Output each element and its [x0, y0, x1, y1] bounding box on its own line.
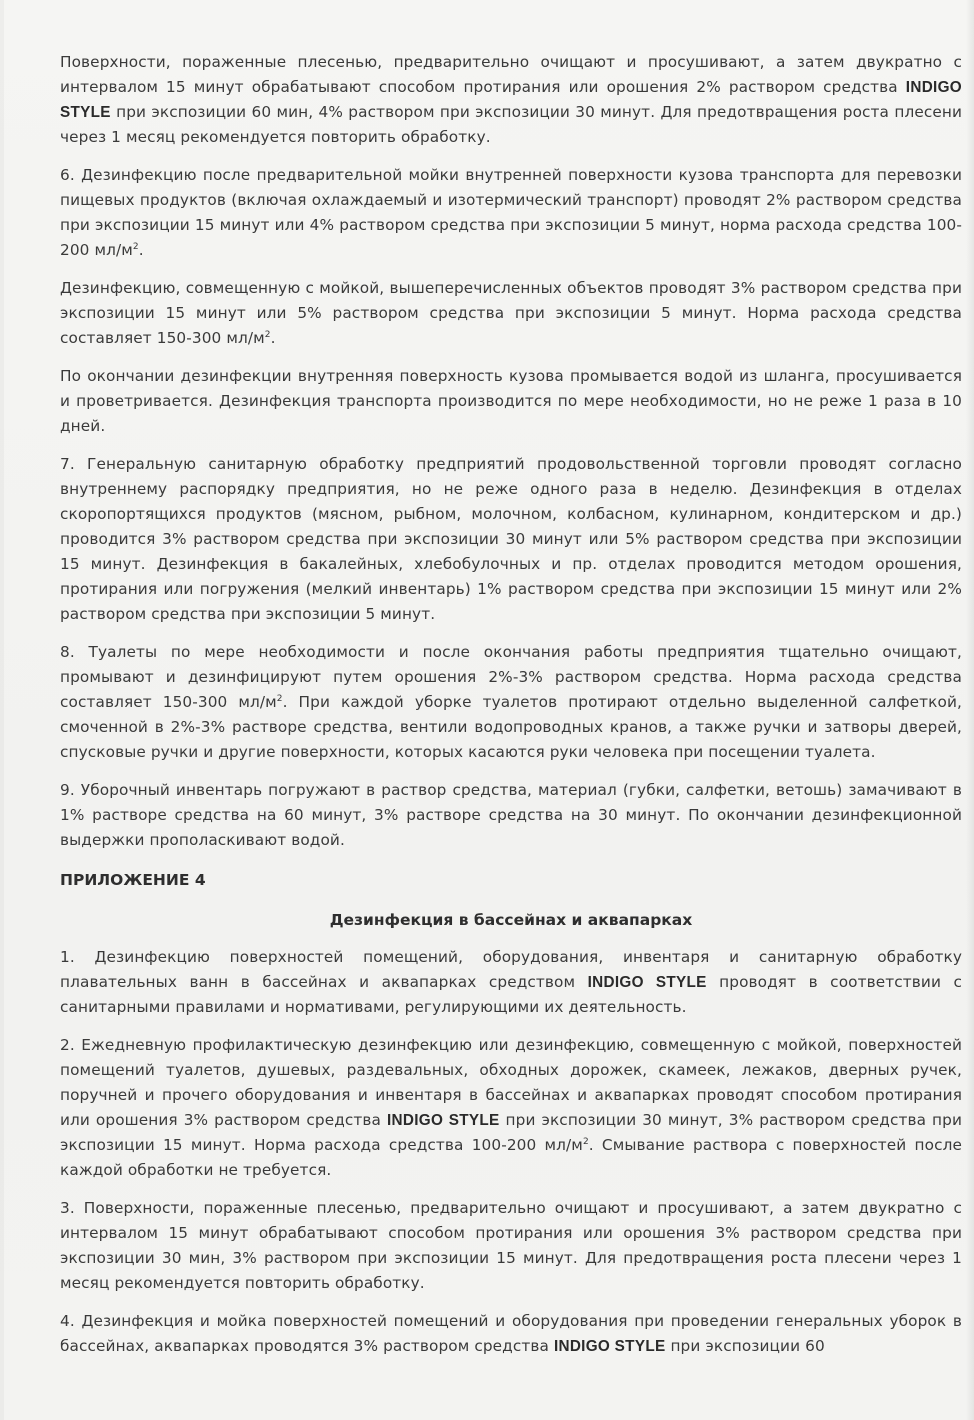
scan-left-edge	[0, 0, 4, 1420]
appendix-paragraph-3	[60, 1196, 962, 1296]
paragraph-text: при экспозиции 60	[670, 1337, 825, 1355]
superscript: 2	[264, 329, 271, 340]
paragraph-item-8	[60, 640, 962, 765]
paragraph-text: 9. Уборочный инвентарь погружают в раствор средства, материал (губки, салфетки, ветошь) замачивают в 1% растворе средства на 60 минут, 3% растворе средства на 30 минут. По окончании дезинфекционной выдержки прополаскивают водой.	[60, 781, 962, 849]
section-title: Дезинфекция в бассейнах и аквапарках	[329, 911, 693, 929]
paragraph-text: проводят в соответствии с санитарными правилами и нормативами, регулирующими их деятельность.	[60, 973, 962, 1016]
appendix-paragraph-1	[60, 945, 962, 1020]
paragraph-text: при экспозиции 30 минут, 3% раствором средства при экспозиции 15 минут. Норма расхода средства 100-200 мл/м	[60, 1111, 962, 1154]
superscript: 2	[582, 1136, 589, 1147]
paragraph-mold-treatment	[60, 50, 962, 150]
appendix-paragraph-4	[60, 1309, 962, 1359]
brand-name: INDIGO STYLE	[587, 974, 707, 991]
brand-name: INDIGO STYLE	[60, 79, 962, 121]
appendix-heading: ПРИЛОЖЕНИЕ 4	[60, 871, 206, 889]
appendix-paragraph-2	[60, 1033, 962, 1183]
paragraph-text: При каждой уборке туалетов протирают отдельно выделенной салфеткой, смоченной в 2%-3% растворе средства, вентили водопроводных кранов, а также ручки и затворы дверей, спусковые ручки и другие поверхности, которых касаются руки человека при посещении туалета.	[60, 693, 962, 761]
paragraph-after-disinfection	[60, 364, 962, 439]
paragraph-text: Поверхности, пораженные плесенью, предварительно очищают и просушивают, а затем двукратно с интервалом 15 минут обрабатывают способом протирания или орошения 2% раствором средства	[60, 53, 962, 96]
paragraph-text: По окончании дезинфекции внутренняя поверхность кузова промывается водой из шланга, просушивается и проветривается. Дезинфекция транспорта производится по мере необходимости, но не реже 1 раза в 10 дней.	[60, 367, 962, 435]
paragraph-text: 1. Дезинфекцию поверхностей помещений, оборудования, инвентаря и санитарную обработку плавательных ванн в бассейнах и аквапарках средством	[60, 948, 962, 991]
paragraph-text: Дезинфекцию, совмещенную с мойкой, вышеперечисленных объектов проводят 3% раствором средства при экспозиции 15 минут или 5% раствором средства при экспозиции 5 минут. Норма расхода средства составляет 150-300 мл/м	[60, 279, 962, 347]
paragraph-item-9	[60, 778, 962, 853]
paragraph-item-7	[60, 452, 962, 627]
superscript: 2	[276, 693, 283, 704]
paragraph-text: при экспозиции 60 мин, 4% раствором при экспозиции 30 минут. Для предотвращения роста плесени через 1 месяц рекомендуется повторить обработку.	[60, 103, 962, 146]
superscript: 2	[132, 241, 139, 252]
paragraph-text: . Смывание раствора с поверхностей после каждой обработки не требуется.	[60, 1136, 962, 1179]
brand-name: INDIGO STYLE	[387, 1112, 500, 1129]
trailing-dot: .	[270, 329, 276, 347]
paragraph-text: 7. Генеральную санитарную обработку предприятий продовольственной торговли проводят согласно внутреннему распорядку предприятия, но не реже одного раза в неделю. Дезинфекция в отделах скоропортящихся продуктов (мясном, рыбном, молочном, колбасном, кулинарном, кондитерском и др.) проводится 3% раствором средства при экспозиции 30 минут или 5% раствором средства при экспозиции 15 минут. Дезинфекция в бакалейных, хлебобулочных и пр. отделах проводится методом орошения, протирания или погружения (мелкий инвентарь) 1% раствором средства при экспозиции 15 минут или 2% раствором средства при экспозиции 5 минут.	[60, 455, 962, 623]
paragraph-combined-washing	[60, 276, 962, 351]
trailing-dot: .	[138, 241, 144, 259]
paragraph-text: 3. Поверхности, пораженные плесенью, предварительно очищают и просушивают, а затем двукратно с интервалом 15 минут обрабатывают способом протирания или орошения 3% раствором средства при экспозиции 30 мин, 3% раствором при экспозиции 15 минут. Для предотвращения роста плесени через 1 месяц рекомендуется повторить обработку.	[60, 1199, 962, 1292]
brand-name: INDIGO STYLE	[553, 1338, 666, 1355]
paragraph-text: 6. Дезинфекцию после предварительной мойки внутренней поверхности кузова транспорта для перевозки пищевых продуктов (включая охлаждаемый и изотермический транспорт) проводят 2% раствором средства при экспозиции 15 минут или 4% раствором средства при экспозиции 5 минут, норма расхода средства 100-200 мл/м	[60, 166, 962, 259]
paragraph-text: 2. Ежедневную профилактическую дезинфекцию или дезинфекцию, совмещенную с мойкой, поверхностей помещений туалетов, душевых, раздевальных, обходных дорожек, скамеек, лежаков, дверных ручек, поручней и прочего оборудования и инвентаря в бассейнах и аквапарках проводят способом протирания или орошения 3% раствором средства	[60, 1036, 962, 1129]
paragraph-text: 4. Дезинфекция и мойка поверхностей помещений и оборудования при проведении генеральных уборок в бассейнах, аквапарках проводятся 3% раствором средства	[60, 1312, 962, 1355]
paragraph-item-6	[60, 163, 962, 263]
trailing-dot: .	[282, 693, 288, 711]
paragraph-text: 8. Туалеты по мере необходимости и после окончания работы предприятия тщательно очищают, промывают и дезинфицируют путем орошения 2%-3% раствором средства. Норма расхода средства составляет 150-300 мл/м	[60, 643, 962, 711]
scan-right-edge	[966, 0, 974, 1420]
document-body	[60, 50, 962, 1372]
